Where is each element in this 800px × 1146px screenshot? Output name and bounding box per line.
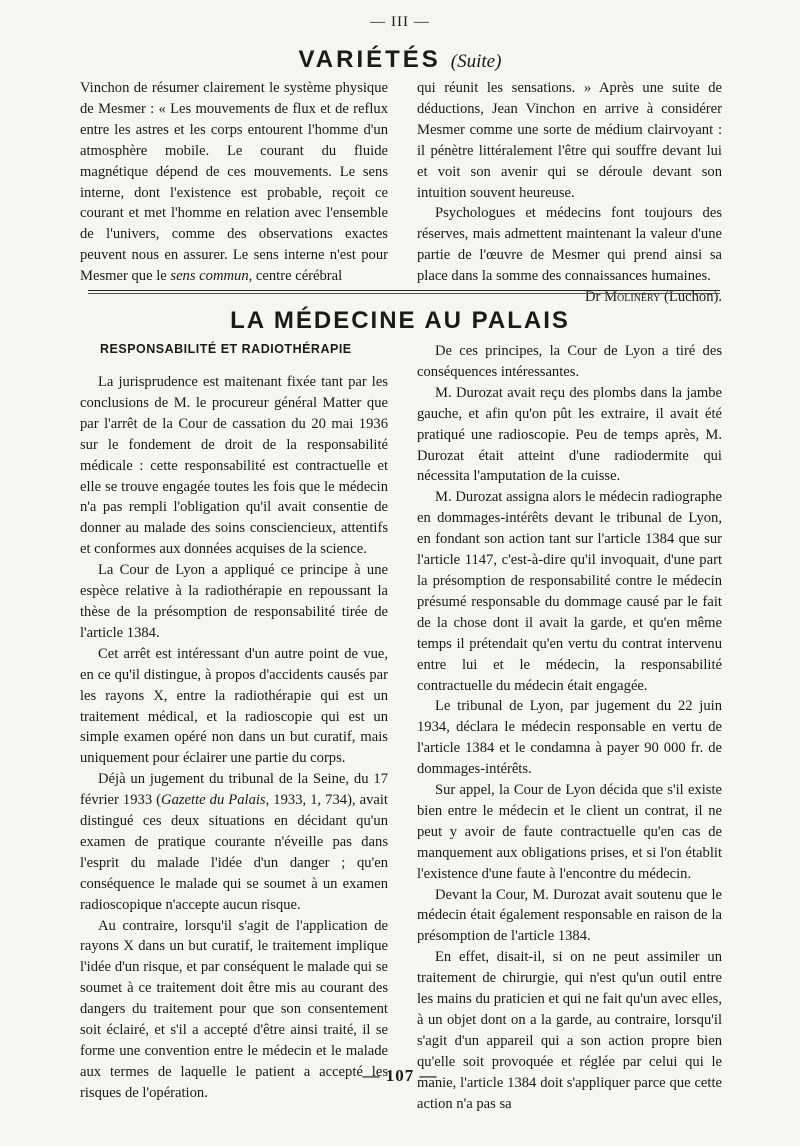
divider-rule bbox=[88, 290, 720, 291]
citation: Gazette du Palais bbox=[161, 792, 266, 809]
top-right-paragraph: Psychologues et médecins font toujours des réserves, mais admettent maintenant la valeur d'une partie de l'œuvre de Mesmer qui prend ainsi sa place dans la somme des connaissances humaines. Dr Molinéry (Luchon). bbox=[417, 203, 722, 287]
main-paragraph: Devant la Cour, M. Durozat avait soutenu que le médecin était également responsable en raison de la présomption de l'article 1384. bbox=[417, 886, 722, 945]
main-paragraph: M. Durozat assigna alors le médecin radiographe en dommages-intérêts devant le tribunal de Lyon, en fondant son action tant sur l'article 1384 que sur l'article 1147, c'est-à-dire qu'il invoquait, d'une part la présomption de responsabilité contre le médecin présumé responsable du dommage causé par le fait de la chose dont il avait la garde, et qu'en même temps il prétendait qu'en vertu du contrat intervenu entre lui et le médecin, la responsabilité contractuelle du médecin était engagée. bbox=[417, 489, 722, 694]
top-left-paragraph: Vinchon de résumer clairement le système physique de Mesmer : « Les mouvements de flux et de reflux entre les astres et les corps entourent l'homme d'un atmosphère mobile. Le courant du fluide magnétique dépend de ces mouvements. Le sens interne, dont l'existence est probable, reçoit ce courant et met l'homme en relation avec l'ensemble de l'univers, comme des observations exactes peuvent nous en assurer. Le sens interne n'est pour Mesmer que le sens commun, centre cérébral bbox=[80, 80, 388, 285]
main-paragraph: Le tribunal de Lyon, par jugement du 22 juin 1934, déclara le médecin responsable en vertu de l'article 1384 et le condamna à payer 90 000 fr. de dommages-intérêts. bbox=[417, 698, 722, 778]
main-paragraph: La Cour de Lyon a appliqué ce principe à une espèce relative à la radiothérapie en repoussant la thèse de la présomption de responsabilité tirée de l'article 1384. bbox=[80, 562, 388, 641]
main-paragraph: Déjà un jugement du tribunal de la Seine, du 17 février 1933 (Gazette du Palais, 1933, 1, 734), avait distingué ces deux situations en décidant qu'un examen de pratique courante n'éveille pas dans l'esprit du malade l'idée d'un danger ; qu'en conséquence le malade qui se soumet à un examen radioscopique n'accepte aucun risque. bbox=[80, 771, 388, 913]
article-title: LA MÉDECINE AU PALAIS bbox=[230, 307, 570, 334]
page-number: — 107 — bbox=[362, 1066, 438, 1085]
main-paragraph: Cet arrêt est intéressant d'un autre point de vue, en ce qu'il distingue, à propos d'accidents causés par les rayons X, entre la radiothérapie qui est un traitement médical, et la radioscopie qui est un simple examen opéré non dans un but curatif, mais uniquement pour éclairer une partie du corps. bbox=[80, 645, 388, 767]
main-paragraph: Au contraire, lorsqu'il s'agit de l'application de rayons X dans un but curatif, le traitement implique l'idée d'un risque, et par conséquent le malade qui se soumet à ce traitement doit être mis au courant des dangers du traitement pour que son consentement soit éclairé, et s'il a accepté d'être ainsi traité, il se forme une convention entre le médecin et le malade aux termes de laquelle le patient a accepté les risques de l'opération. bbox=[80, 917, 388, 1101]
folio: — III — bbox=[370, 14, 430, 30]
signature: Dr Molinéry (Luchon). bbox=[585, 289, 722, 306]
main-right-column bbox=[417, 341, 722, 1115]
divider-rule bbox=[88, 293, 720, 294]
top-left-column bbox=[80, 78, 388, 287]
top-right-column bbox=[417, 78, 722, 308]
emphasis: sens commun bbox=[170, 268, 249, 285]
section-title bbox=[0, 46, 800, 74]
article-subtitle: RESPONSABILITÉ ET RADIOTHÉRAPIE bbox=[100, 342, 352, 356]
main-paragraph: Sur appel, la Cour de Lyon décida que s'il existe bien entre le médecin et le client un contrat, il ne peut y avoir de faute contractuelle qu'en cas de manquement aux obligations prises, et si l'on établit l'existence d'une faute à l'encontre du médecin. bbox=[417, 782, 722, 882]
main-paragraph: De ces principes, la Cour de Lyon a tiré des conséquences intéressantes. bbox=[417, 343, 722, 380]
section-title-main: VARIÉTÉS bbox=[298, 46, 441, 73]
main-paragraph: M. Durozat avait reçu des plombs dans la jambe gauche, et afin qu'on pût les extraire, il avait été pratiqué une radioscopie. Peu de temps après, M. Durozat était atteint d'une radiodermite qui nécessita l'amputation de la cuisse. bbox=[417, 384, 722, 485]
section-title-suite: (Suite) bbox=[450, 51, 502, 72]
main-left-column bbox=[80, 372, 388, 1104]
top-right-paragraph: qui réunit les sensations. » Après une suite de déductions, Jean Vinchon en arrive à considérer Mesmer comme une sorte de médium clairvoyant : il pénètre littéralement l'être qui souffre devant lui et voit son avenir qui se déroule devant son intuition souvent heureuse. bbox=[417, 80, 722, 201]
main-paragraph: En effet, disait-il, si on ne peut assimiler un traitement de chirurgie, qui n'est qu'un outil entre les mains du praticien et qui ne fait qu'un avec elles, à un objet dont on a la garde, au contraire, lorsqu'il s'agit d'un appareil qui a son action propre bien qu'elle soit provoquée et réglée par celui qui le manie, l'article 1384 doit s'appliquer parce que cette action n'a pas sa bbox=[417, 949, 722, 1112]
main-paragraph: La jurisprudence est maitenant fixée tant par les conclusions de M. le procureur général Matter que par l'arrêt de la Cour de cassation du 20 mai 1936 sur le fondement de droit de la responsabilité médicale : cette responsabilité est contractuelle et elle se trouve engagée toutes les fois que le médecin n'a pas rempli l'obligation qu'il avait consentie de donner au malade des soins consciencieux, attentifs et conformes aux données acquises de la science. bbox=[80, 374, 388, 558]
